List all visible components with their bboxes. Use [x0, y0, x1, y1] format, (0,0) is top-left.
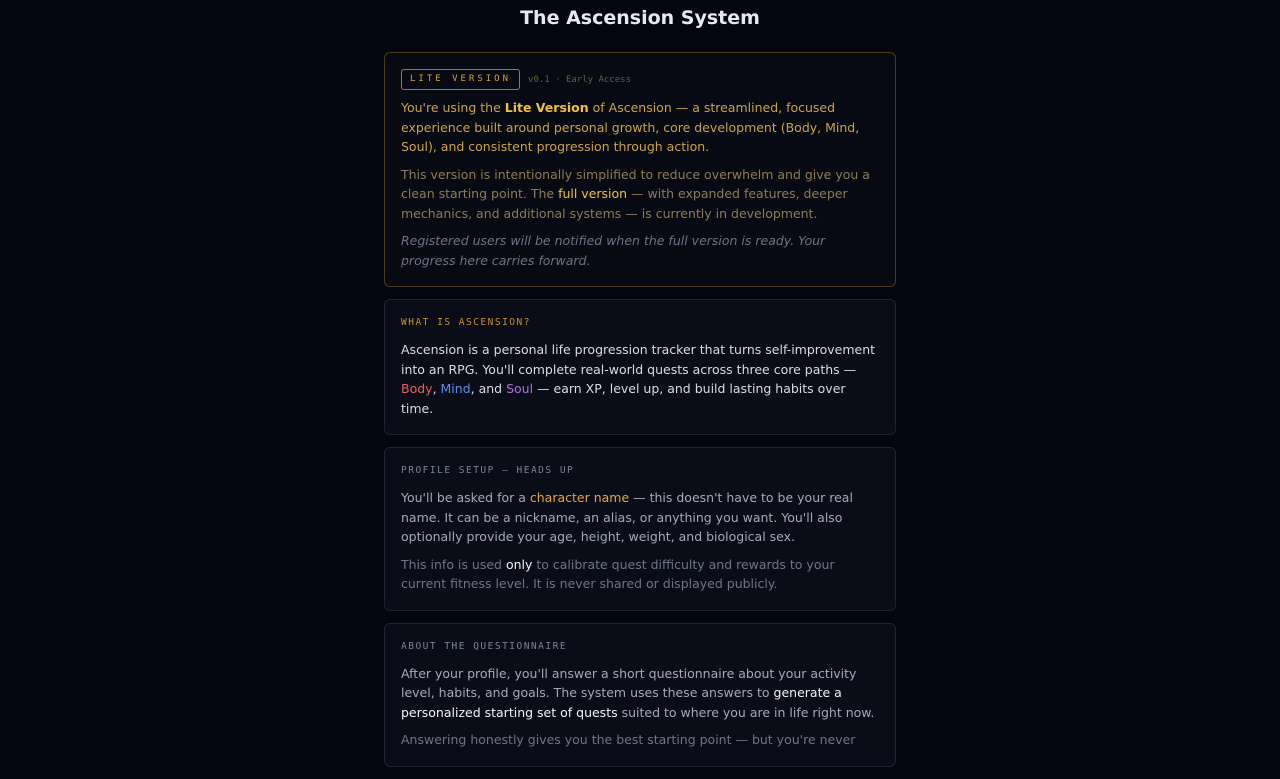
profile-setup-card: [384, 447, 896, 611]
only-highlight: only: [505, 556, 533, 572]
lite-version-card: [384, 52, 896, 287]
content-column: [384, 52, 896, 779]
full-version-highlight: full version: [558, 186, 628, 201]
questionnaire-card: [384, 623, 896, 767]
personalized-quests-highlight: generate a personalized starting set of quests: [401, 685, 842, 720]
profile-privacy-paragraph: This info is used only to calibrate quest difficulty and rewards to your current fitness level. It is never shared or displayed publicly.: [401, 556, 835, 591]
profile-setup-label: PROFILE SETUP — HEADS UP: [401, 465, 575, 476]
version-note: v0.1 · Early Access: [528, 74, 631, 85]
path-soul: Soul: [506, 381, 534, 396]
page-title: The Ascension System: [520, 7, 760, 29]
character-name-highlight: character name: [529, 490, 630, 505]
what-is-ascension-label: WHAT IS ASCENSION?: [401, 317, 531, 328]
lite-version-header: [401, 69, 879, 90]
profile-setup-paragraph: You'll be asked for a character name — this doesn't have to be your real name. It can be a nickname, an alias, or anything you want. You'll also optionally provide your age, height, weight, and biological sex.: [401, 490, 853, 544]
what-is-ascension-paragraph: Ascension is a personal life progression tracker that turns self-improvement into an RPG. You'll complete real-world quests across three core paths — Body, Mind, and Soul — earn XP, level up, and build lasting habits over time.: [401, 342, 876, 416]
lite-version-badge: LITE VERSION: [401, 69, 520, 90]
lite-simplified-paragraph: This version is intentionally simplified to reduce overwhelm and give you a clean starting point. The full version — with expanded features, deeper mechanics, and additional systems — is currently in development.: [401, 166, 870, 221]
lite-intro-paragraph: You're using the Lite Version of Ascension — a streamlined, focused experience built around personal growth, core development (Body, Mind, Soul), and consistent progression through action.: [401, 100, 860, 154]
questionnaire-paragraph: After your profile, you'll answer a short questionnaire about your activity level, habits, and goals. The system uses these answers to generate a personalized starting set of quests suited to where you are in life right now.: [401, 665, 875, 720]
path-mind: Mind: [440, 381, 471, 396]
what-is-ascension-card: [384, 299, 896, 435]
questionnaire-label: ABOUT THE QUESTIONNAIRE: [401, 640, 568, 652]
lite-version-highlight: Lite Version: [504, 100, 589, 115]
path-body: Body: [401, 381, 433, 396]
registered-users-note: Registered users will be notified when the full version is ready. Your progress here carries forward.: [401, 233, 826, 268]
questionnaire-honesty-paragraph: Answering honestly gives you the best starting point — but you're never: [401, 732, 856, 747]
